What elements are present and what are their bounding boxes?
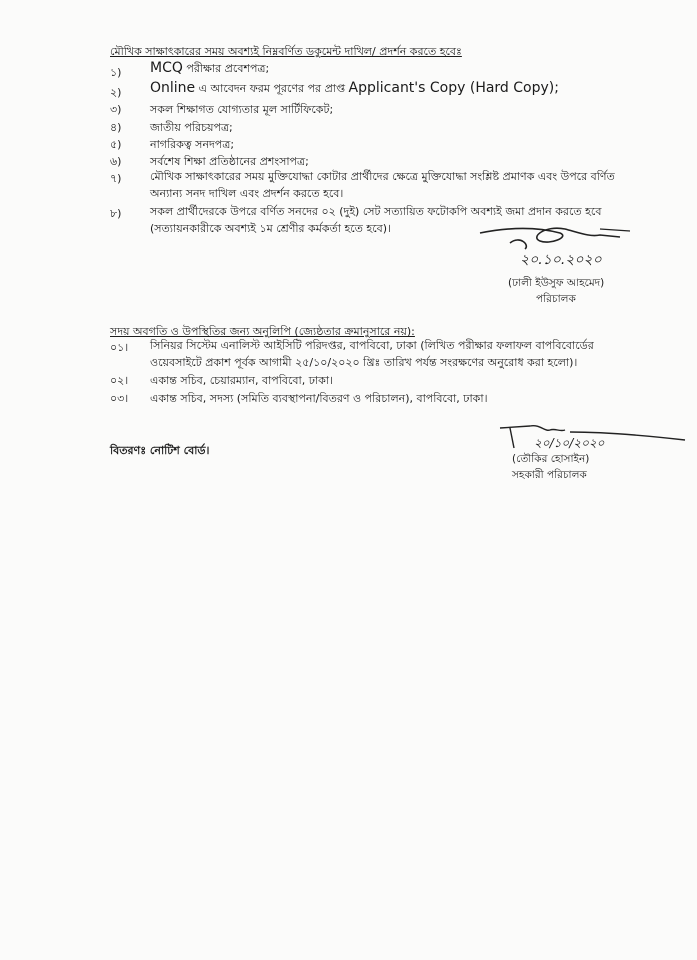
copy-number: ০১। [110,341,129,354]
copy-item: একান্ত সচিব, চেয়ারম্যান, বাপবিবো, ঢাকা। [150,374,333,387]
signatory-title: সহকারী পরিচালক [512,469,587,481]
copy-number: ০২। [110,374,129,387]
copy-item: একান্ত সচিব, সদস্য (সমিতি ব্যবস্থাপনা/বিতরণ ও পরিচালন), বাপবিবো, ঢাকা। [150,392,488,405]
item-number: ৮) [110,207,122,220]
item-suffix: Applicant's Copy (Hard Copy); [348,80,559,96]
list-item: সকল প্রার্থীদেরকে উপরে বর্ণিত সনদের ০২ (দুই) সেট সত্যায়িত ফটোকপি অবশ্যই জমা প্রদান করতে হবে (সত্যায়নকারীকে অবশ্যই ১ম শ্রেণীর কর্মকর্তা হতে হবে)। [150,205,602,235]
list-item: সকল শিক্ষাগত যোগ্যতার মূল সার্টিফিকেট; [150,103,334,116]
list-item: সর্বশেষ শিক্ষা প্রতিষ্ঠানের প্রশংসাপত্র; [150,155,309,168]
item-number: ১) [110,66,122,79]
item-number: ৫) [110,138,122,151]
list-item: মৌখিক সাক্ষাৎকারের সময় মুক্তিযোদ্ধা কোটার প্রার্থীদের ক্ষেত্রে মুক্তিযোদ্ধা সংশ্লিষ্ট প্রমাণক এবং উপরে বর্ণিত অন্যান্য সনদ দাখিল এবং প্রদর্শন করতে হবে। [150,170,615,200]
list-item: জাতীয় পরিচয়পত্র; [150,121,233,134]
item-number: ২) [110,86,122,99]
copy-item: সিনিয়র সিস্টেম এনালিস্ট আইসিটি পরিদপ্তর, বাপবিবো, ঢাকা (লিখিত পরীক্ষার ফলাফল বাপবিবোর্ডের ওয়েবসাইটে প্রকাশ পূর্বক আগামী ২৫/১০/২০২০ খ্রিঃ তারিখ পর্যন্ত সংরক্ষণের অনুরোধ করা হলো)। [150,339,594,369]
list-item [150,60,269,79]
item-number: ৬) [110,155,122,168]
copy-number: ০৩। [110,392,129,405]
item-number: ৪) [110,121,122,134]
item-prefix: Online [150,80,196,96]
item-number: ৩) [110,103,122,116]
signature-date: ২০.১০.২০২০ [520,252,602,268]
signatory-name: (ঢালী ইউসুফ আহমেদ) [508,277,605,289]
item-number: ৭) [110,172,122,185]
distribution-line: বিতরণঃ নোটিশ বোর্ড। [110,444,210,457]
signatory-title: পরিচালক [536,293,576,305]
list-item [150,80,559,99]
list-item: নাগরিকত্ব সনদপত্র; [150,138,235,151]
item-prefix: MCQ [150,60,183,76]
item-text: পরীক্ষার প্রবেশপত্র; [182,62,270,75]
copies-heading: সদয় অবগতি ও উপস্থিতির জন্য অনুলিপি (জ্যেষ্ঠতার ক্রমানুসারে নয়): [110,325,415,338]
signatory-name: (তৌকির হোসাইন) [512,453,590,465]
signature-date: ২০/১০/২০২০ [534,436,605,450]
documents-heading: মৌখিক সাক্ষাৎকারের সময় অবশ্যই নিম্নবর্ণিত ডকুমেন্ট দাখিল/ প্রদর্শন করতে হবেঃ [110,45,462,58]
item-text: এ আবেদন ফরম পূরণের পর প্রাপ্ত [195,82,349,95]
